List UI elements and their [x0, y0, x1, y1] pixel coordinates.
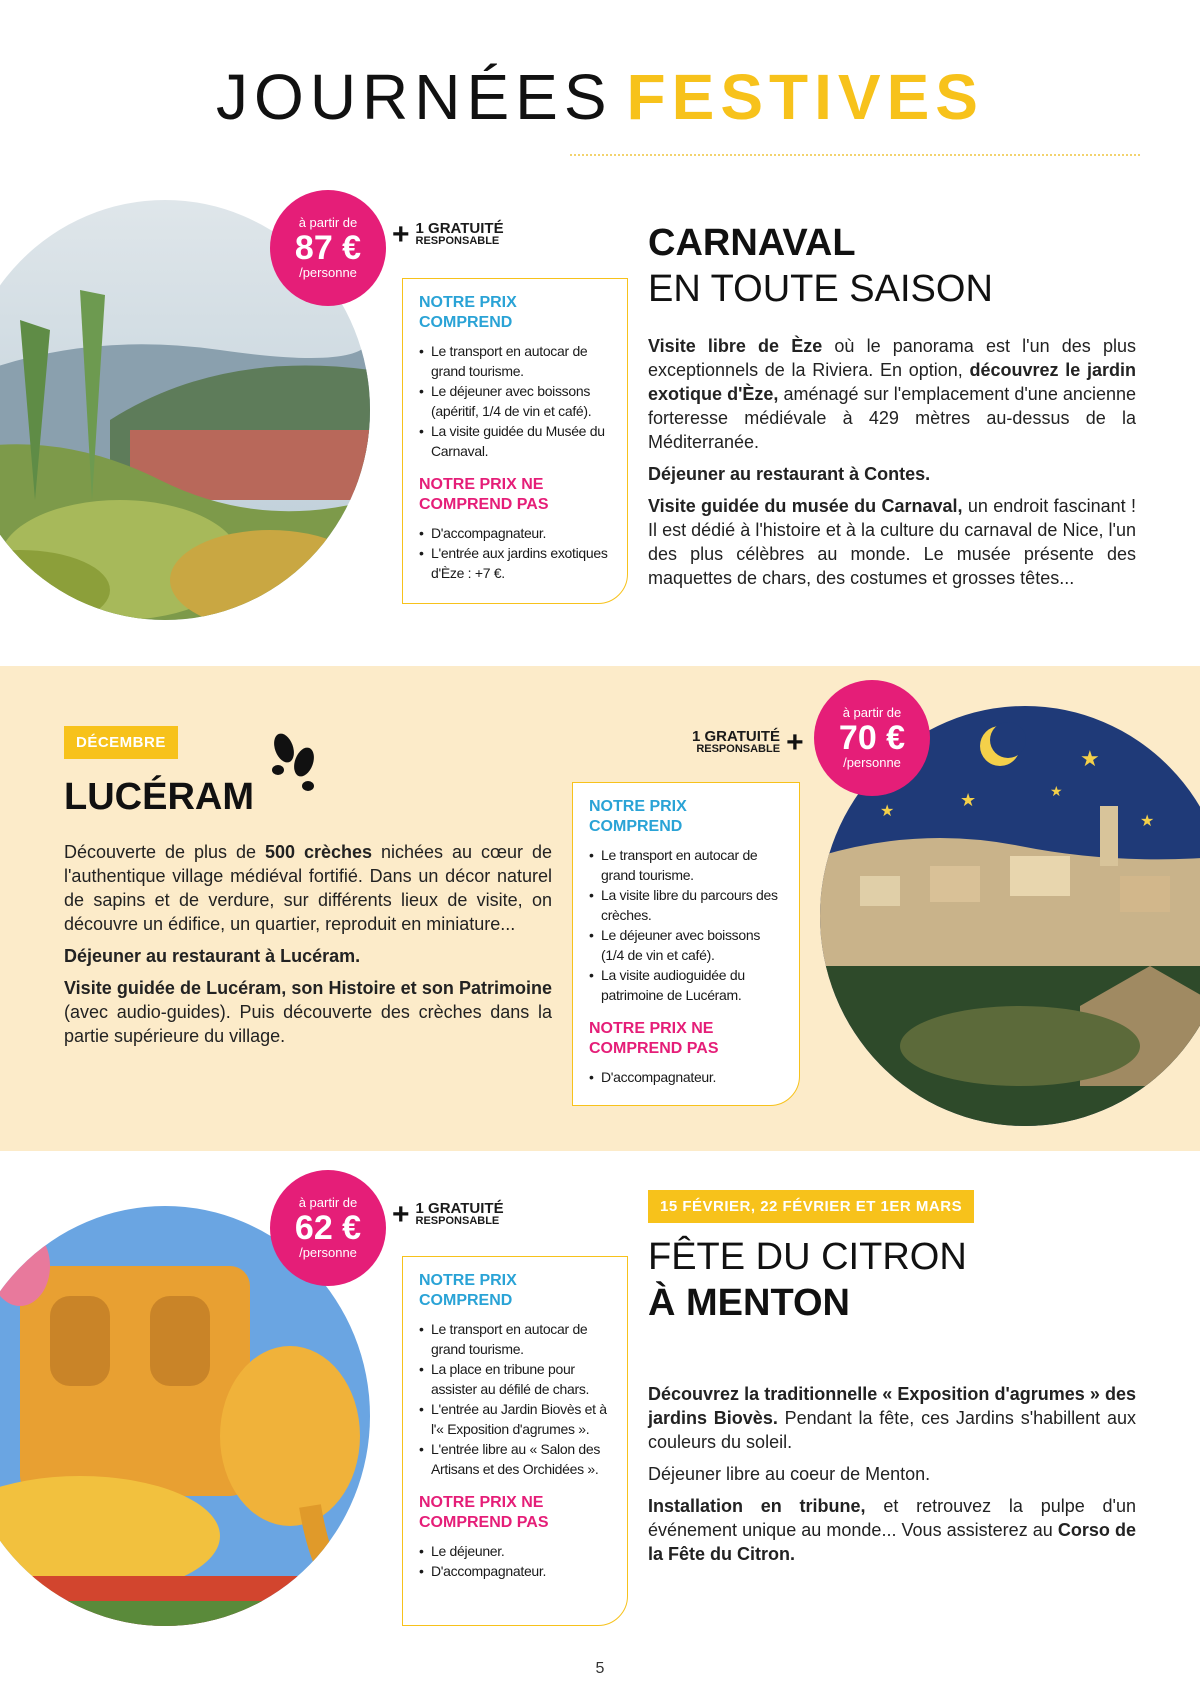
section-title: LUCÉRAM [64, 776, 254, 818]
list-item: • Le déjeuner avec boissons (apéritif, 1/4 de vin et café). [419, 381, 611, 421]
svg-text:★: ★ [1050, 784, 1063, 800]
list-item: • Le déjeuner avec boissons (1/4 de vin et café). [589, 925, 783, 965]
list-item: • D'accompagnateur. [419, 523, 611, 543]
svg-text:★: ★ [1080, 747, 1100, 772]
gratuite-label: + 1 GRATUITÉ RESPONSABLE [392, 218, 504, 251]
section-title: CARNAVAL EN TOUTE SAISON [648, 222, 993, 310]
excludes-heading: NOTRE PRIX NE COMPREND PAS [589, 1020, 719, 1057]
title-divider [570, 154, 1140, 156]
gratuite-label: + 1 GRATUITÉ RESPONSABLE [392, 1198, 504, 1231]
footsteps-icon [268, 728, 318, 798]
list-item: • L'entrée libre au « Salon des Artisans et des Orchidées ». [419, 1439, 611, 1479]
price-includes-box [402, 278, 628, 604]
list-item: • L'entrée aux jardins exotiques d'Èze : +7 €. [419, 543, 611, 583]
section-description: Découvrez la traditionnelle « Exposition d'agrumes » des jardins Biovès. Pendant la fête, ces Jardins s'habillent aux couleurs du soleil. Déjeuner libre au coeur de Menton. Installation en tribune, et retrouvez la pulpe d'un événement unique au monde... Vous assisterez au Corso de la Fête du Citron. [648, 1384, 1137, 1564]
section-luceram [0, 666, 1200, 1151]
page-title: JOURNÉES FESTIVES [216, 61, 984, 133]
list-item: • D'accompagnateur. [419, 1561, 611, 1581]
list-item: • La place en tribune pour assister au défilé de chars. [419, 1359, 611, 1399]
page-number: 5 [595, 1660, 605, 1677]
list-item: • D'accompagnateur. [589, 1067, 783, 1087]
svg-text:★: ★ [880, 801, 895, 820]
section-description: Visite libre de Èze où le panorama est l'un des plus exceptionnels de la Riviera. En option, découvrez le jardin exotique d'Èze, aménagé sur l'emplacement d'une ancienne forteresse médiévale à 429 mètres au-dessus de la Méditerranée. Déjeuner au restaurant à Contes. Visite guidée du musée du Carnaval, un endroit fascinant ! Il est dédié à l'histoire et à la culture du carnaval de Nice, l'un des plus célèbres au monde. Le musée présente des maquettes de chars, des costumes et grosses têtes... [648, 336, 1136, 588]
date-tag: DÉCEMBRE [64, 726, 178, 759]
excludes-heading: NOTRE PRIX NE COMPREND PAS [419, 476, 549, 513]
list-item: • La visite libre du parcours des crèches. [589, 885, 783, 925]
list-item: • La visite guidée du Musée du Carnaval. [419, 421, 611, 461]
section-fete-citron [0, 1170, 1200, 1650]
includes-heading: NOTRE PRIX COMPREND [419, 1272, 517, 1309]
svg-text:★: ★ [1140, 811, 1155, 830]
price-badge: à partir de 70 € /personne [814, 680, 930, 796]
list-item: • Le transport en autocar de grand tourisme. [589, 845, 783, 885]
price-includes-box [402, 1256, 628, 1626]
svg-text:★: ★ [960, 790, 977, 811]
excludes-heading: NOTRE PRIX NE COMPREND PAS [419, 1494, 549, 1531]
list-item: • Le transport en autocar de grand tourisme. [419, 341, 611, 381]
price-badge: à partir de 87 € /personne [270, 190, 386, 306]
gratuite-label: 1 GRATUITÉ RESPONSABLE + [692, 726, 804, 759]
section-description: Découverte de plus de 500 crèches nichées au cœur de l'authentique village médiéval fortifié. Dans un décor naturel de sapins et de verdure, sur différents lieux de visite, on découvre un édifice, un quartier, reproduit en miniature... Déjeuner au restaurant à Lucéram. Visite guidée de Lucéram, son Histoire et son Patrimoine (avec audio-guides). Puis découverte des crèches dans la partie supérieure du village. [64, 842, 552, 1046]
list-item: • L'entrée au Jardin Biovès et à l'« Exposition d'agrumes ». [419, 1399, 611, 1439]
section-carnaval [0, 190, 1200, 630]
list-item: • La visite audioguidée du patrimoine de Lucéram. [589, 965, 783, 1005]
date-tag: 15 FÉVRIER, 22 FÉVRIER ET 1ER MARS [648, 1190, 974, 1223]
includes-heading: NOTRE PRIX COMPREND [589, 798, 687, 835]
includes-heading: NOTRE PRIX COMPREND [419, 294, 517, 331]
price-badge: à partir de 62 € /personne [270, 1170, 386, 1286]
price-includes-box [572, 782, 800, 1106]
section-title: FÊTE DU CITRON À MENTON [648, 1236, 967, 1324]
list-item: • Le déjeuner. [419, 1541, 611, 1561]
list-item: • Le transport en autocar de grand tourisme. [419, 1319, 611, 1359]
